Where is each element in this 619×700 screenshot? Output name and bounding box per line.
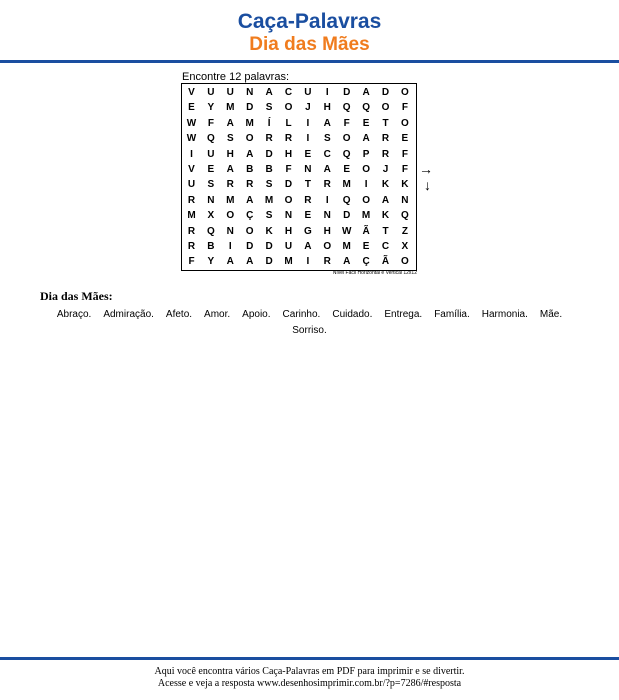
grid-cell[interactable]: M (264, 194, 274, 206)
grid-cell[interactable]: R (284, 133, 293, 145)
grid-cell[interactable]: O (245, 133, 254, 145)
grid-cell[interactable]: A (246, 194, 254, 206)
grid-cell[interactable]: U (284, 241, 293, 252)
grid-cell[interactable]: I (306, 117, 310, 129)
grid-cell[interactable]: E (362, 241, 370, 252)
grid-cell[interactable]: O (342, 133, 351, 145)
grid-cell[interactable]: E (304, 148, 312, 160)
word-list-item: Abraço. (56, 309, 92, 320)
grid-cell[interactable]: D (265, 148, 273, 160)
word-list-item: Cuidado. (332, 309, 373, 320)
page-header (0, 10, 619, 56)
grid-cell[interactable]: O (284, 194, 293, 206)
arrow-right-icon: → (419, 161, 433, 177)
grid-cell[interactable]: D (284, 179, 293, 191)
word-list-item: Carinho. (282, 309, 321, 320)
word-list-item: Mãe. (539, 309, 563, 320)
word-list-item: Harmonia. (481, 309, 528, 320)
puzzle-instruction: Encontre 12 palavras: (182, 71, 290, 83)
grid-cell[interactable]: I (325, 87, 329, 98)
grid-cell[interactable]: F (285, 164, 292, 175)
footer-line-1: Aqui você encontra vários Caça-Palavras em PDF para imprimir e se divertir. (154, 666, 465, 677)
grid-cell[interactable]: U (207, 148, 215, 160)
grid-cell[interactable]: Y (207, 256, 215, 268)
grid-cell[interactable]: F (343, 117, 350, 129)
grid-cell[interactable]: R (323, 179, 331, 191)
grid-cell[interactable]: Ã (381, 256, 390, 268)
top-divider (0, 60, 619, 63)
grid-cell[interactable]: I (364, 179, 368, 191)
grid-cell[interactable]: O (401, 256, 409, 268)
grid-cell[interactable]: R (381, 133, 390, 145)
grid-cell[interactable]: E (343, 164, 351, 175)
grid-cell[interactable]: M (187, 210, 196, 222)
grid-cell[interactable]: D (265, 241, 273, 252)
grid-cell[interactable]: W (186, 117, 197, 129)
grid-cell[interactable]: R (323, 256, 331, 268)
footer-line-2: Acesse e veja a resposta www.desenhosimprimir.com.br/?p=7286/#resposta (157, 678, 462, 689)
grid-cell[interactable]: X (401, 241, 409, 252)
arrow-down-icon: ↓ (424, 177, 431, 193)
grid-cell[interactable]: B (265, 164, 273, 175)
bottom-divider (0, 657, 619, 660)
grid-cell[interactable]: R (246, 179, 254, 191)
grid-cell[interactable]: Q (207, 133, 215, 145)
grid-cell[interactable]: M (226, 194, 235, 206)
grid-cell[interactable]: L (285, 117, 292, 129)
grid-cell[interactable]: R (187, 241, 196, 252)
level-note: Nível Fácil Horizontal e Vertical 12x12 (332, 270, 417, 276)
grid-cell[interactable]: T (382, 117, 389, 129)
page-footer (0, 666, 619, 690)
grid-cell[interactable]: K (381, 210, 390, 222)
grid-cell[interactable]: N (304, 164, 312, 175)
grid-cell[interactable]: F (207, 117, 214, 129)
grid-cell[interactable]: A (265, 87, 273, 98)
grid-cell[interactable]: K (265, 225, 273, 237)
grid-cell[interactable]: R (381, 148, 390, 160)
grid-cell[interactable]: A (362, 87, 370, 98)
page-subtitle: Dia das Mães (249, 34, 370, 55)
word-list-item: Sorriso. (292, 325, 327, 336)
grid-cell[interactable]: H (284, 148, 293, 160)
grid-cell[interactable]: U (304, 87, 312, 98)
grid-cell[interactable]: K (401, 179, 409, 191)
grid-cell[interactable]: F (401, 148, 408, 160)
grid-cell[interactable]: O (362, 194, 370, 206)
grid-cell[interactable]: I (228, 241, 232, 252)
grid-cell[interactable]: K (381, 179, 390, 191)
grid-cell[interactable]: A (323, 117, 331, 129)
grid-cell[interactable]: Y (207, 102, 215, 114)
page-title: Caça-Palavras (237, 10, 382, 33)
grid-cell[interactable]: O (362, 164, 370, 175)
grid-cell[interactable]: M (361, 210, 371, 222)
grid-cell[interactable]: D (246, 241, 254, 252)
grid-cell[interactable]: Q (342, 148, 351, 160)
grid-cell[interactable]: N (401, 194, 409, 206)
grid-cell[interactable]: C (381, 241, 390, 252)
grid-cell[interactable]: D (246, 102, 254, 114)
word-search-grid (181, 83, 417, 271)
grid-cell[interactable]: A (226, 117, 234, 129)
word-list-item: Admiração. (103, 309, 154, 320)
grid-cell[interactable]: E (401, 133, 409, 145)
grid-cell[interactable]: D (265, 256, 273, 268)
grid-cell[interactable]: S (323, 133, 331, 145)
grid-cell[interactable]: R (265, 133, 273, 145)
grid-cell[interactable]: Q (342, 194, 351, 206)
grid-cell[interactable]: I (190, 148, 193, 160)
grid-cell[interactable]: A (246, 148, 254, 160)
word-list-item: Família. (434, 309, 470, 320)
grid-cell[interactable]: F (401, 102, 408, 114)
grid-cell[interactable]: R (187, 225, 196, 237)
grid-cell[interactable]: S (207, 179, 215, 191)
grid-cell[interactable]: C (323, 148, 331, 160)
grid-cell[interactable]: N (226, 225, 234, 237)
word-list-item: Amor. (204, 309, 231, 320)
grid-cell[interactable]: S (265, 102, 273, 114)
grid-cell[interactable]: O (323, 241, 332, 252)
grid-cell[interactable]: O (401, 117, 409, 129)
grid-cell[interactable]: H (323, 102, 331, 114)
grid-cell[interactable]: O (226, 210, 235, 222)
grid-cell[interactable]: A (226, 164, 234, 175)
grid-cell[interactable]: N (246, 87, 254, 98)
grid-cell[interactable]: P (362, 148, 370, 160)
grid-cell[interactable]: A (323, 164, 331, 175)
grid-cell[interactable]: B (246, 164, 254, 175)
grid-cell[interactable]: U (187, 179, 196, 191)
grid-cell[interactable]: Ç (246, 210, 254, 222)
grid-cell[interactable]: S (265, 210, 273, 222)
grid-cell[interactable]: E (304, 210, 312, 222)
word-list-title: Dia das Mães: (40, 289, 113, 303)
grid-cell[interactable]: R (304, 194, 312, 206)
grid-cell[interactable]: A (246, 256, 254, 268)
grid-cell[interactable]: R (187, 194, 196, 206)
grid-cell[interactable]: M (342, 179, 351, 191)
grid-cell[interactable]: X (207, 210, 215, 222)
grid-cell[interactable]: D (343, 210, 351, 222)
grid-cell[interactable]: T (382, 225, 389, 237)
grid-cell[interactable]: A (362, 133, 370, 145)
grid-cell[interactable]: M (342, 241, 351, 252)
grid-cell[interactable]: N (284, 210, 293, 222)
word-list-item: Apoio. (242, 309, 271, 320)
grid-cell[interactable]: M (226, 102, 235, 114)
grid-cell[interactable]: O (245, 225, 254, 237)
grid-cell[interactable]: C (284, 87, 293, 98)
grid-cell[interactable]: W (186, 133, 197, 145)
grid-cell[interactable]: N (207, 194, 215, 206)
grid-cell[interactable]: O (284, 102, 293, 114)
word-list (40, 307, 579, 339)
grid-cell[interactable]: F (401, 164, 408, 175)
grid-cell[interactable]: U (207, 87, 215, 98)
grid-cell[interactable]: Q (362, 102, 370, 114)
grid-cell[interactable]: V (188, 164, 195, 175)
grid-cell[interactable]: W (341, 225, 352, 237)
grid-cell[interactable]: H (284, 225, 293, 237)
grid-cell[interactable]: Q (342, 102, 351, 114)
grid-cell[interactable]: T (304, 179, 311, 191)
grid-cell[interactable]: V (188, 87, 195, 98)
grid-cell[interactable]: Ã (362, 225, 370, 237)
grid-cell[interactable]: S (265, 179, 273, 191)
grid-cell[interactable]: S (226, 133, 234, 145)
grid-cell[interactable]: M (245, 117, 254, 129)
grid-cell[interactable]: A (304, 241, 312, 252)
grid-cell[interactable]: A (343, 256, 351, 268)
grid-cell[interactable]: Í (267, 117, 271, 129)
grid-cell[interactable]: A (381, 194, 390, 206)
grid-cell[interactable]: R (226, 179, 234, 191)
grid-cell[interactable]: E (362, 117, 370, 129)
grid-cell[interactable]: J (382, 164, 389, 175)
grid-cell[interactable]: M (284, 256, 293, 268)
grid-cell[interactable]: I (306, 256, 310, 268)
grid-cell[interactable]: O (381, 102, 390, 114)
grid-cell[interactable]: Q (207, 225, 215, 237)
grid-cell[interactable]: N (323, 210, 331, 222)
grid-cell[interactable]: D (343, 87, 351, 98)
grid-cell[interactable]: J (305, 102, 311, 114)
grid-cell[interactable]: E (188, 102, 195, 114)
grid-cell[interactable]: I (325, 194, 329, 206)
grid-cell[interactable]: B (207, 241, 215, 252)
word-list-item: Entrega. (384, 309, 423, 320)
grid-cell[interactable]: U (226, 87, 234, 98)
grid-cell[interactable]: Ç (362, 256, 370, 268)
grid-cell[interactable]: D (381, 87, 390, 98)
word-list-item: Afeto. (165, 309, 193, 320)
grid-cell[interactable]: E (207, 164, 215, 175)
grid-cell[interactable]: A (226, 256, 234, 268)
grid-cell[interactable]: H (323, 225, 331, 237)
grid-cell[interactable]: H (226, 148, 234, 160)
grid-cell[interactable]: G (304, 225, 312, 237)
grid-cell[interactable]: Z (401, 225, 408, 237)
grid-cell[interactable]: I (306, 133, 310, 145)
grid-cell[interactable]: Q (401, 210, 409, 222)
grid-cell[interactable]: O (401, 87, 409, 98)
grid-cell[interactable]: F (188, 256, 195, 268)
